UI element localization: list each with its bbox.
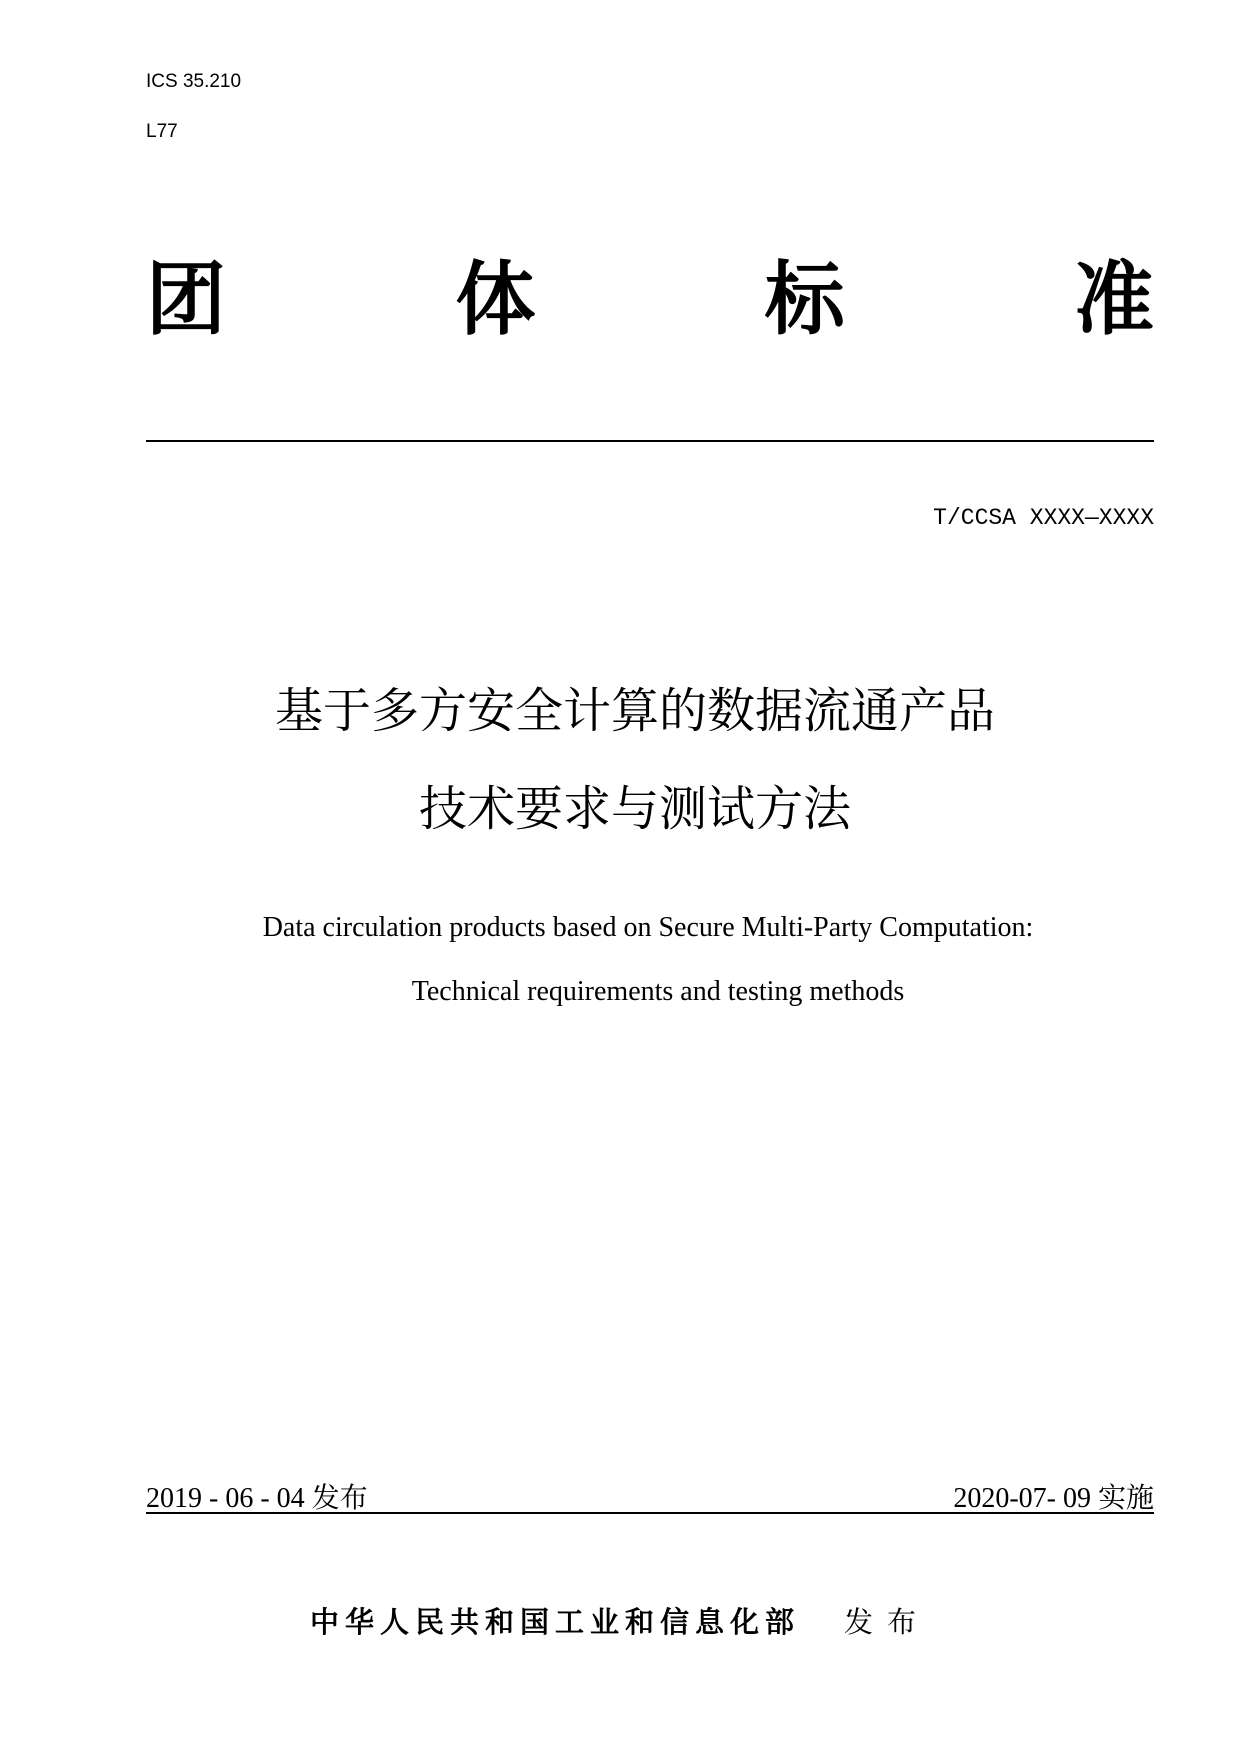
publisher-line [0,1600,1240,1641]
implementation-date: 2020-07- 09 实施 [953,1483,1154,1514]
standard-type-heading [146,252,1154,348]
standard-type-char: 体 [455,253,536,346]
english-title-line-2: Technical requirements and testing methods [411,976,905,1007]
issue-date: 2019 - 06 - 04 发布 [146,1483,368,1514]
publisher-name: 中华人民共和国工业和信息化部 [309,1605,800,1639]
standard-number: T/CCSA XXXX—XXXX [933,505,1154,531]
standard-type-char: 团 [146,253,226,346]
bottom-divider [146,1512,1154,1514]
chinese-title-line-1: 基于多方安全计算的数据流通产品 [274,683,995,739]
english-title-line-1: Data circulation products based on Secure Multi-Party Computation: [262,912,1034,943]
standard-type-char: 标 [764,253,845,346]
standard-type-char: 准 [1073,253,1154,346]
ccs-code: L77 [146,121,178,142]
publish-action: 发布 [844,1605,931,1639]
chinese-title-line-2: 技术要求与测试方法 [418,781,851,837]
top-divider [146,440,1154,442]
ics-code: ICS 35.210 [146,71,242,92]
